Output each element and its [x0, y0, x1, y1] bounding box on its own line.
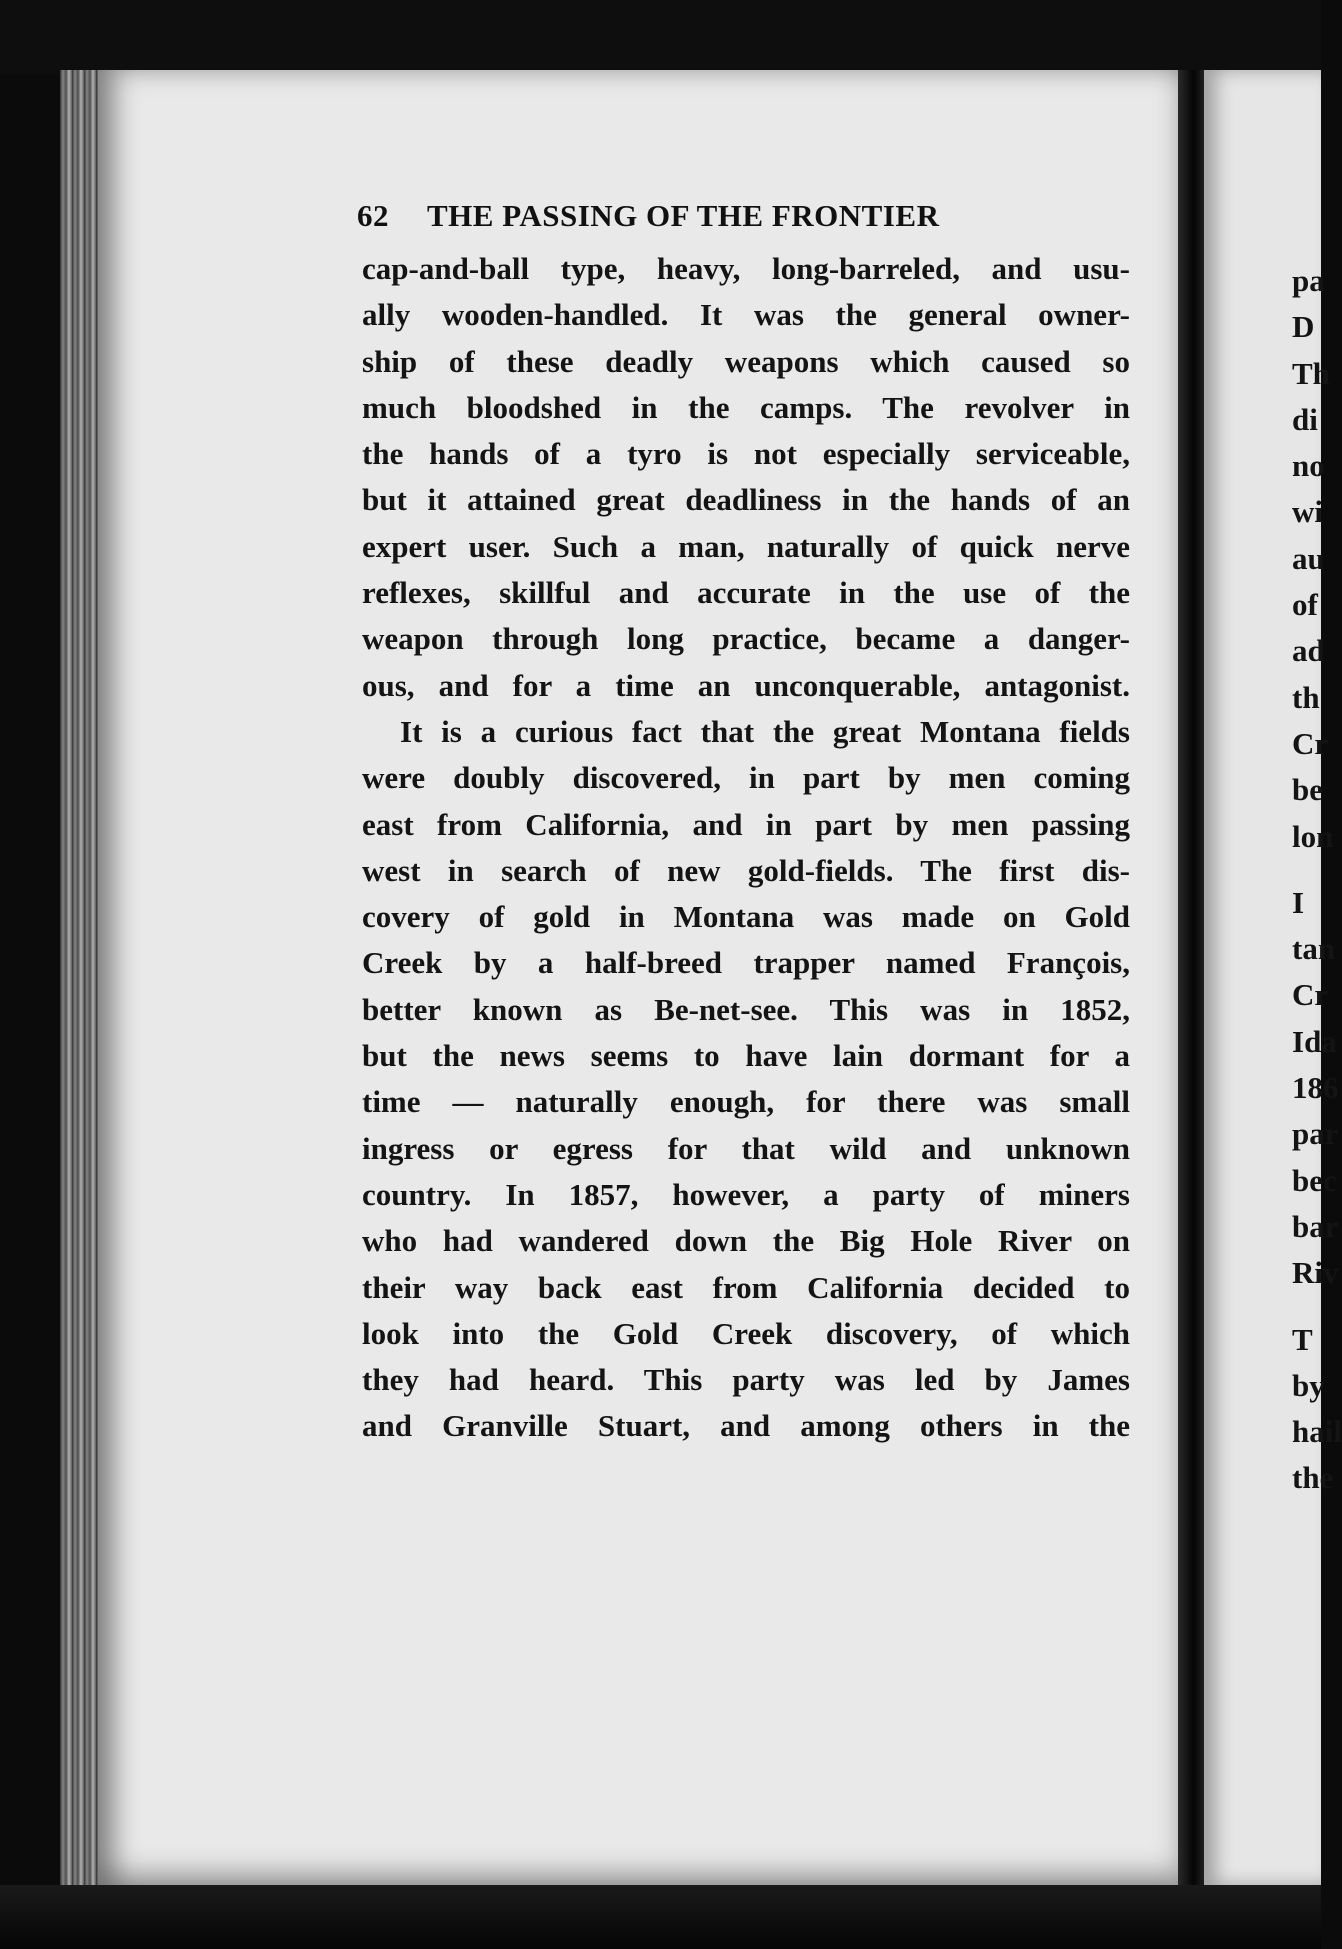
running-title: THE PASSING OF THE FRONTIER	[427, 198, 940, 233]
page-number: 62	[357, 198, 389, 233]
text-fragment: Riv	[1292, 1255, 1339, 1291]
text-line: they had heard. This party was led by James	[362, 1362, 1130, 1398]
text-fragment: no	[1292, 448, 1325, 484]
text-fragment: Ida	[1292, 1023, 1337, 1059]
text-line: cap-and-ball type, heavy, long-barreled, and usu-	[362, 251, 1130, 286]
text-line: much bloodshed in the camps. The revolver in	[362, 389, 1130, 425]
text-fragment: Cr	[1292, 977, 1329, 1013]
text-line: their way back east from California decided to	[362, 1269, 1130, 1305]
text-fragment: I	[1292, 884, 1305, 920]
text-line: ingress or egress for that wild and unknown	[362, 1130, 1130, 1166]
text-fragment: par	[1292, 1116, 1339, 1152]
text-fragment: di	[1292, 401, 1318, 437]
text-fragment: Cr	[1292, 725, 1329, 761]
left-page-body	[362, 246, 1130, 1450]
text-fragment: the	[1292, 1460, 1334, 1496]
text-line: covery of gold in Montana was made on Gold	[362, 899, 1130, 935]
text-line: better known as Be-net-see. This was in 1852,	[362, 991, 1130, 1027]
book-gutter	[1178, 70, 1204, 1900]
scan-top-border	[0, 0, 1321, 75]
running-header	[357, 198, 1132, 234]
text-fragment: pa	[1292, 263, 1325, 298]
text-fragment: be	[1292, 772, 1323, 808]
text-fragment: D	[1292, 309, 1315, 345]
text-line: ous, and for a time an unconquerable, antagonist.	[362, 667, 1130, 703]
text-line: who had wandered down the Big Hole River on	[362, 1223, 1130, 1259]
text-fragment: lon	[1292, 818, 1334, 854]
text-line: ship of these deadly weapons which caused so	[362, 343, 1130, 379]
text-line: but it attained great deadliness in the hands of an	[362, 482, 1130, 518]
text-line: ally wooden-handled. It was the general owner-	[362, 297, 1130, 333]
text-fragment: hail	[1292, 1414, 1342, 1450]
text-line: look into the Gold Creek discovery, of which	[362, 1315, 1130, 1351]
right-page-fragments	[1292, 258, 1342, 1502]
text-fragment: au	[1292, 540, 1325, 576]
text-fragment: of	[1292, 587, 1318, 623]
text-line: reflexes, skillful and accurate in the use of the	[362, 575, 1130, 611]
text-fragment: Th	[1292, 355, 1330, 391]
paragraph-start-line: It is a curious fact that the great Montana fields	[400, 713, 1130, 749]
text-line: east from California, and in part by men passing	[362, 806, 1130, 842]
text-line: the hands of a tyro is not especially serviceable,	[362, 436, 1130, 472]
text-fragment: bar	[1292, 1208, 1339, 1244]
text-line: Creek by a half-breed trapper named François,	[362, 945, 1130, 981]
text-line: time — naturally enough, for there was small	[362, 1084, 1130, 1120]
text-line: weapon through long practice, became a danger-	[362, 621, 1130, 657]
text-line: expert user. Such a man, naturally of quick nerve	[362, 528, 1130, 564]
text-fragment: by	[1292, 1367, 1325, 1403]
text-fragment: T	[1292, 1321, 1313, 1357]
text-line: but the news seems to have lain dormant for a	[362, 1038, 1130, 1074]
text-line: country. In 1857, however, a party of miners	[362, 1176, 1130, 1212]
text-fragment: th	[1292, 679, 1320, 715]
text-line: were doubly discovered, in part by men coming	[362, 760, 1130, 796]
text-fragment: wi	[1292, 494, 1323, 530]
text-fragment: tan	[1292, 931, 1336, 967]
text-line: and Granville Stuart, and among others in the	[362, 1408, 1130, 1444]
text-fragment: 186	[1292, 1070, 1339, 1106]
text-fragment: bec	[1292, 1162, 1337, 1198]
scan-bottom-border	[0, 1885, 1321, 1949]
text-line: west in search of new gold-fields. The first dis-	[362, 852, 1130, 888]
text-fragment: ad	[1292, 633, 1325, 669]
